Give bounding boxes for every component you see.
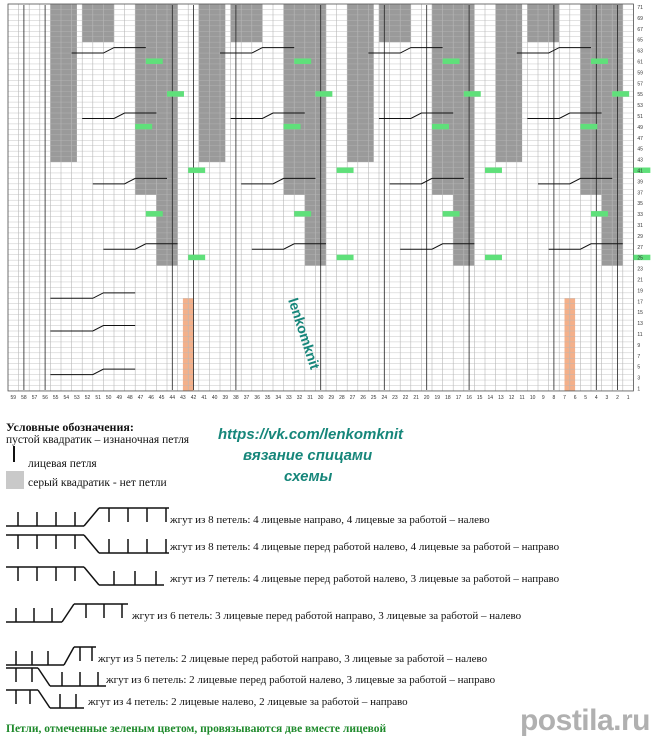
- row-number: 13: [637, 321, 643, 328]
- column-number: 9: [541, 394, 545, 400]
- column-number: 47: [137, 394, 144, 400]
- row-number: 11: [637, 331, 643, 338]
- column-number: 54: [63, 394, 70, 400]
- cable-crossing: [368, 48, 442, 53]
- column-number: 37: [243, 394, 250, 400]
- column-number: 5: [584, 394, 588, 400]
- cable-text: жгут из 5 петель: 2 лицевые перед работой направо, 3 лицевые за работой – налево: [98, 653, 488, 665]
- column-number: 14: [487, 394, 494, 400]
- column-number: 15: [476, 394, 483, 400]
- cable-crossing: [220, 48, 294, 53]
- cable-text: жгут из 8 петель: 4 лицевые направо, 4 лицевые за работой – налево: [170, 514, 490, 526]
- column-number: 3: [605, 394, 609, 400]
- column-number: 51: [95, 394, 101, 400]
- no-stitch-area: [82, 4, 114, 42]
- row-number: 15: [637, 310, 643, 317]
- row-number: 31: [637, 222, 643, 229]
- decrease-stitch: [485, 168, 502, 173]
- knit-stitch-icon: [13, 446, 15, 462]
- column-number: 46: [148, 394, 154, 400]
- site-url[interactable]: https://vk.com/lenkomknit: [218, 426, 404, 443]
- column-number: 7: [563, 394, 566, 400]
- cable-8-right-icon: [4, 506, 174, 532]
- legend-no-stitch: серый квадратик - нет петли: [28, 477, 167, 489]
- no-stitch-area: [231, 4, 263, 42]
- column-number: 36: [254, 394, 260, 400]
- column-number: 30: [317, 394, 324, 400]
- column-number: 23: [392, 394, 398, 400]
- column-number: 28: [339, 394, 345, 400]
- decrease-stitch: [167, 91, 184, 96]
- column-number: 13: [498, 394, 504, 400]
- decrease-stitch: [146, 211, 163, 216]
- row-number: 5: [637, 364, 641, 371]
- column-number: 43: [180, 394, 186, 400]
- column-number: 21: [413, 394, 419, 400]
- cable-text: жгут из 6 петель: 3 лицевые перед работой направо, 3 лицевые за работой – налево: [132, 610, 522, 622]
- column-number: 29: [328, 394, 335, 400]
- row-number: 19: [637, 288, 643, 295]
- decrease-stitch: [591, 59, 608, 64]
- cable-legend-row: [0, 565, 660, 591]
- cable-crossing: [72, 48, 146, 53]
- row-number: 47: [637, 135, 643, 142]
- decrease-stitch: [337, 255, 354, 260]
- decrease-stitch: [464, 91, 481, 96]
- column-number: 10: [529, 394, 536, 400]
- site-subtitle: вязание спицами: [243, 447, 373, 464]
- row-number: 69: [637, 15, 643, 22]
- row-number: 39: [637, 179, 643, 186]
- cable-text: жгут из 8 петель: 4 лицевые перед работой налево, 4 лицевые за работой – направо: [170, 541, 560, 553]
- column-number: 26: [360, 394, 366, 400]
- row-number: 9: [637, 342, 641, 349]
- row-number: 55: [637, 92, 643, 99]
- no-stitch-swatch: [6, 471, 24, 489]
- column-number: 16: [466, 394, 472, 400]
- row-number: 21: [637, 277, 643, 284]
- cable-6-right-icon: [4, 602, 134, 628]
- column-number: 39: [222, 394, 229, 400]
- row-number: 23: [637, 266, 643, 273]
- cable-8-left-icon: [4, 533, 174, 559]
- cable-text: жгут из 4 петель: 2 лицевые налево, 2 лицевые за работой – направо: [88, 696, 408, 708]
- row-number: 17: [637, 299, 643, 306]
- row-number: 43: [637, 157, 643, 164]
- column-number: 2: [616, 394, 619, 400]
- column-number: 22: [402, 394, 409, 400]
- column-number: 41: [201, 394, 207, 400]
- decrease-stitch: [443, 211, 460, 216]
- column-number: 55: [52, 394, 59, 400]
- column-number: 42: [190, 394, 197, 400]
- cable-7-icon: [4, 565, 174, 591]
- column-number: 38: [233, 394, 239, 400]
- row-number: 27: [637, 244, 643, 251]
- column-number: 58: [21, 394, 27, 400]
- row-number: 29: [637, 233, 643, 240]
- row-number: 35: [637, 201, 643, 208]
- column-number: 4: [594, 394, 598, 400]
- decrease-stitch: [612, 91, 629, 96]
- site-subtitle-2: схемы: [284, 468, 333, 485]
- row-number: 71: [637, 4, 643, 11]
- column-number: 1: [626, 394, 630, 400]
- cable-text: жгут из 7 петель: 4 лицевые перед работой налево, 3 лицевые за работой – направо: [170, 573, 560, 585]
- column-number: 27: [349, 394, 356, 400]
- row-number: 33: [637, 212, 643, 219]
- no-stitch-area: [527, 4, 559, 42]
- cable-legend-row: [0, 506, 660, 532]
- decrease-stitch: [188, 255, 205, 260]
- legend-knit: лицевая петля: [28, 458, 97, 470]
- column-number: 53: [74, 394, 80, 400]
- row-number: 53: [637, 103, 643, 110]
- cable-4-icon: [4, 688, 89, 714]
- row-number: 51: [637, 113, 643, 120]
- column-number: 18: [445, 394, 451, 400]
- row-number: 25: [637, 255, 643, 262]
- decrease-stitch: [432, 124, 449, 129]
- column-number: 25: [370, 394, 377, 400]
- column-number: 34: [275, 394, 282, 400]
- row-number: 59: [637, 70, 643, 77]
- column-number: 50: [105, 394, 112, 400]
- decrease-stitch: [337, 168, 354, 173]
- row-number: 49: [637, 124, 643, 131]
- column-number: 45: [158, 394, 165, 400]
- legend-purl: пустой квадратик – изнаночная петля: [6, 434, 190, 446]
- green-stitch-note: Петли, отмеченные зеленым цветом, провязываются две вместе лицевой: [6, 723, 387, 735]
- column-number: 6: [573, 394, 577, 400]
- decrease-stitch: [294, 59, 311, 64]
- decrease-stitch: [135, 124, 152, 129]
- column-number: 48: [127, 394, 133, 400]
- decrease-stitch: [188, 168, 205, 173]
- column-number: 44: [169, 394, 176, 400]
- no-stitch-area: [496, 4, 522, 162]
- column-number: 19: [434, 394, 441, 400]
- column-number: 40: [211, 394, 218, 400]
- legend-title: Условные обозначения:: [6, 420, 134, 434]
- column-number: 35: [264, 394, 271, 400]
- no-stitch-area: [199, 4, 226, 162]
- column-number: 59: [10, 394, 17, 400]
- decrease-stitch: [284, 124, 301, 129]
- row-number: 3: [637, 375, 641, 382]
- no-stitch-area: [50, 4, 77, 162]
- decrease-stitch: [443, 59, 460, 64]
- row-number: 63: [637, 48, 643, 55]
- column-number: 12: [508, 394, 515, 400]
- column-number: 33: [286, 394, 292, 400]
- row-number: 7: [637, 353, 641, 360]
- column-number: 8: [552, 394, 556, 400]
- row-number: 61: [637, 59, 643, 66]
- row-number: 65: [637, 37, 643, 44]
- chart-watermark: lenkomknit: [285, 295, 324, 372]
- row-number: 1: [637, 386, 641, 393]
- decrease-stitch: [485, 255, 502, 260]
- column-number: 32: [296, 394, 303, 400]
- no-stitch-area: [379, 4, 411, 42]
- column-number: 31: [307, 394, 313, 400]
- column-number: 52: [84, 394, 91, 400]
- decrease-stitch: [294, 211, 311, 216]
- no-stitch-area: [347, 4, 374, 162]
- decrease-stitch: [146, 59, 163, 64]
- row-number: 57: [637, 81, 643, 88]
- column-number: 57: [31, 394, 38, 400]
- watermark: postila.ru: [519, 704, 650, 737]
- cable-legend-row: [0, 533, 660, 559]
- row-number: 37: [637, 190, 643, 197]
- column-number: 24: [381, 394, 388, 400]
- row-number: 45: [637, 146, 643, 153]
- column-number: 56: [42, 394, 48, 400]
- column-number: 49: [116, 394, 123, 400]
- column-number: 17: [455, 394, 462, 400]
- cable-legend-row: [0, 602, 660, 628]
- decrease-stitch: [591, 211, 608, 216]
- cable-text: жгут из 6 петель: 2 лицевые перед работой налево, 3 лицевые за работой – направо: [106, 674, 496, 686]
- column-number: 11: [519, 394, 525, 400]
- decrease-stitch: [315, 91, 332, 96]
- row-number: 67: [637, 26, 643, 33]
- decrease-stitch: [580, 124, 597, 129]
- row-number: 41: [637, 168, 643, 175]
- column-number: 20: [423, 394, 430, 400]
